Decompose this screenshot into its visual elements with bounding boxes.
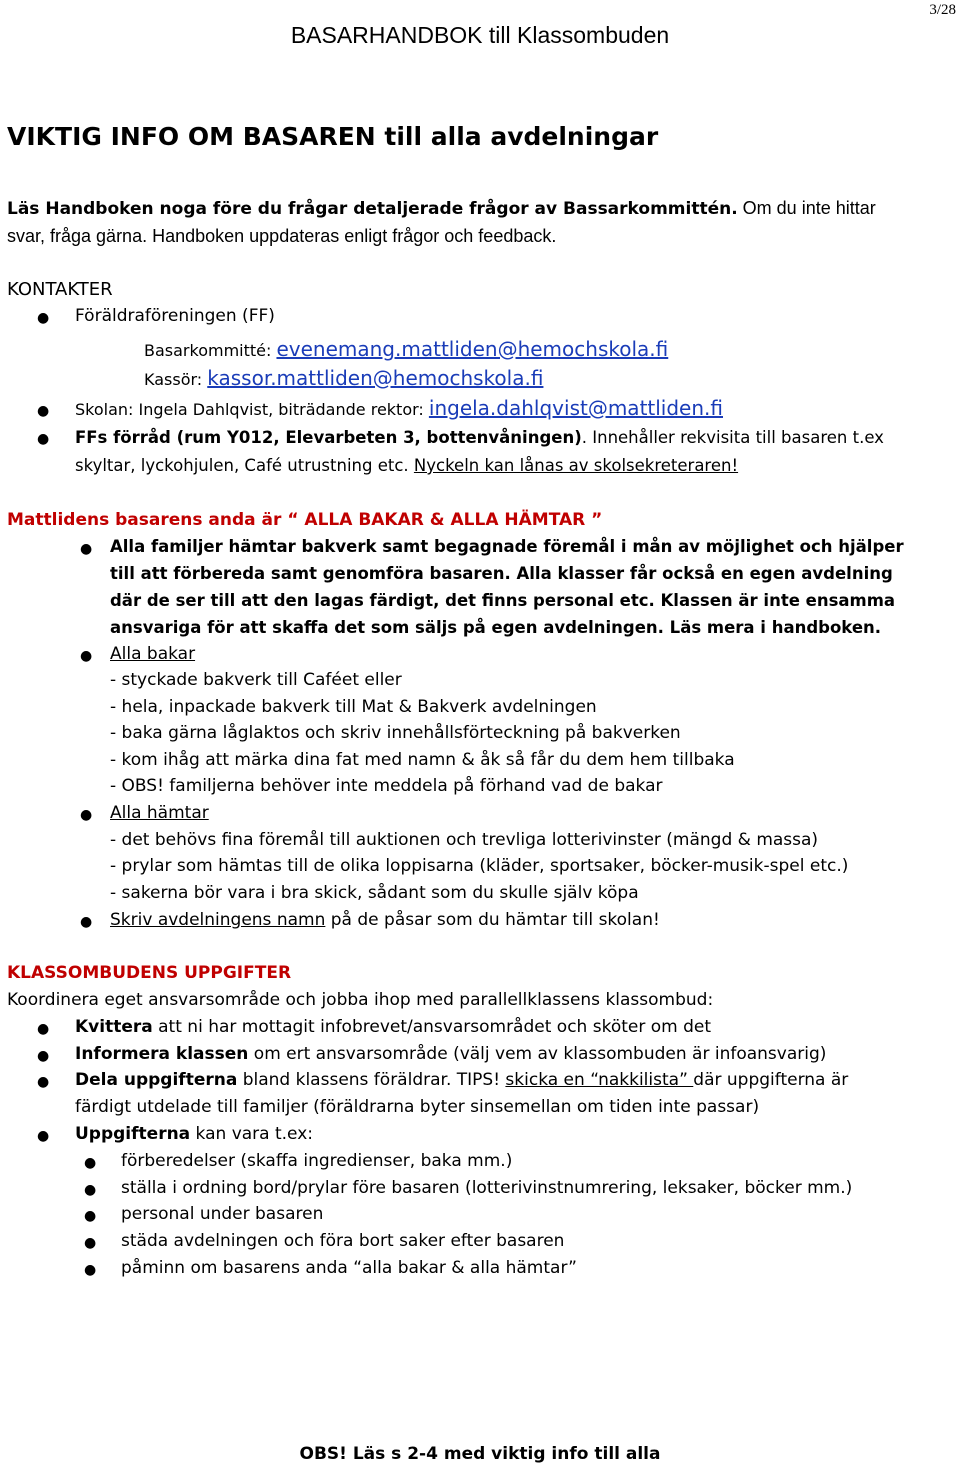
bakar-item: - baka gärna låglaktos och skriv innehållsförteckning på bakverken [110,723,681,743]
hamtar-item: - det behövs fina föremål till auktionen och trevliga lotterivinster (mängd & massa) [110,830,819,850]
forrad-line2: skyltar, lyckohjulen, Café utrustning etc. [75,456,414,475]
uppg-rest: kan vara t.ex: [190,1124,314,1144]
bullet-icon: ● [37,1021,50,1037]
bullet-icon: ● [37,310,50,326]
spirit-heading-prefix: Mattlidens basarens anda är [7,510,288,530]
main-title: VIKTIG INFO OM BASAREN till alla avdelningar [7,122,659,151]
bullet-icon: ● [80,541,93,557]
kvittera-rest: att ni har mottagit infobrevet/ansvarsområdet och sköter om det [152,1017,712,1037]
sub-task-item: påminn om basarens anda “alla bakar & alla hämtar” [121,1258,577,1278]
spirit-heading-quote: “ ALLA BAKAR & ALLA HÄMTAR ” [287,510,603,530]
dela-bold: Dela uppgifterna [75,1070,238,1090]
dela-rest: bland klassens föräldrar. TIPS! [237,1070,506,1090]
forrad-line-2 [75,456,738,475]
bullet-icon: ● [37,1048,50,1064]
uppg-bold: Uppgifterna [75,1124,191,1144]
basar-contact [144,337,668,361]
sub-task-item: personal under basaren [121,1204,324,1224]
bullet-icon: ● [80,807,93,823]
intro-line-1 [7,198,876,219]
bakar-item: - kom ihåg att märka dina fat med namn & åk så får du dem hem tillbaka [110,750,735,770]
task-informera [75,1044,826,1064]
bullet-icon: ● [37,1074,50,1090]
bakar-item: - styckade bakverk till Caféet eller [110,670,402,690]
skolan-email-link[interactable]: ingela.dahlqvist@mattliden.fi [428,396,723,420]
spirit-p1: Alla familjer hämtar bakverk samt begagnade föremål i mån av möjlighet och hjälper [110,537,904,556]
spirit-p4: ansvariga för att skaffa det som säljs på egen avdelningen. Läs mera i handboken. [110,618,882,637]
contacts-heading: KONTAKTER [7,279,113,300]
ff-label: Föräldraföreningen (FF) [75,306,275,326]
bakar-item: - OBS! familjerna behöver inte meddela på förhand vad de bakar [110,776,663,796]
dela-end: där uppgifterna är [693,1070,849,1090]
skolan-label: Skolan: Ingela Dahlqvist, biträdande rektor: [75,400,429,419]
bullet-icon: ● [37,431,50,447]
forrad-rest: . Innehåller rekvisita till basaren t.ex [581,428,884,447]
intro-bold: Läs Handboken noga före du frågar detaljerade frågor av Bassarkommittén. [7,199,738,219]
basar-label: Basarkommitté: [144,341,277,360]
forrad-bold: FFs förråd (rum Y012, Elevarbeten 3, bottenvåningen) [75,428,582,447]
tasks-intro: Koordinera eget ansvarsområde och jobba ihop med parallellklassens klassombud: [7,990,714,1010]
intro-line-2: svar, fråga gärna. Handboken uppdateras enligt frågor och feedback. [7,226,557,246]
informera-bold: Informera klassen [75,1044,249,1064]
page-number: 3/28 [929,2,956,18]
hamtar-heading: Alla hämtar [110,803,209,823]
spirit-p3: där de ser till att den lagas färdigt, det finns personal etc. Klassen är inte ensamma [110,591,896,610]
task-uppgifterna [75,1124,313,1144]
sub-task-item: städa avdelningen och föra bort saker efter basaren [121,1231,565,1251]
bullet-icon: ● [84,1235,97,1251]
bakar-item: - hela, inpackade bakverk till Mat & Bakverk avdelningen [110,697,597,717]
kvittera-bold: Kvittera [75,1017,153,1037]
sub-task-item: förberedelser (skaffa ingredienser, baka mm.) [121,1151,513,1171]
task-dela-line-2: färdigt utdelade till familjer (föräldrarna byter sinsemellan om tiden inte passar) [75,1097,760,1117]
basar-email-link[interactable]: evenemang.mattliden@hemochskola.fi [276,337,669,361]
forrad-line-1 [75,428,884,447]
hamtar-item: - prylar som hämtas till de olika loppisarna (kläder, sportsaker, böcker-musik-spel etc.) [110,856,849,876]
bullet-icon: ● [37,403,50,419]
bullet-icon: ● [84,1208,97,1224]
bullet-icon: ● [84,1182,97,1198]
kassor-contact [144,366,543,390]
kassor-email-link[interactable]: kassor.mattliden@hemochskola.fi [207,366,544,390]
namn-underlined: Skriv avdelningens namn [110,910,326,930]
header-title: BASARHANDBOK till Klassombuden [290,22,670,48]
namn-instruction [110,910,660,930]
sub-task-item: ställa i ordning bord/prylar före basaren (lotterivinstnumrering, leksaker, böcker mm.) [121,1178,853,1198]
bullet-icon: ● [37,1128,50,1144]
bullet-icon: ● [84,1262,97,1278]
informera-rest: om ert ansvarsområde (välj vem av klassombuden är infoansvarig) [248,1044,827,1064]
dela-link: skicka en “nakkilista” [505,1070,694,1090]
bakar-heading: Alla bakar [110,644,196,664]
task-dela [75,1070,848,1090]
forrad-key: Nyckeln kan lånas av skolsekreteraren! [413,456,739,475]
bullet-icon: ● [80,914,93,930]
bullet-icon: ● [80,648,93,664]
tasks-heading: KLASSOMBUDENS UPPGIFTER [7,963,292,983]
task-kvittera [75,1017,711,1037]
skolan-contact [75,396,723,420]
hamtar-item: - sakerna bör vara i bra skick, sådant som du skulle själv köpa [110,883,639,903]
intro-rest: Om du inte hittar [737,198,876,218]
footer-note: OBS! Läs s 2-4 med viktig info till alla [299,1444,661,1464]
spirit-p2: till att förbereda samt genomföra basaren. Alla klasser får också en egen avdelning [110,564,893,583]
spirit-heading [7,510,602,530]
bullet-icon: ● [84,1155,97,1171]
namn-rest: på de påsar som du hämtar till skolan! [325,910,660,930]
kassor-label: Kassör: [144,370,208,389]
